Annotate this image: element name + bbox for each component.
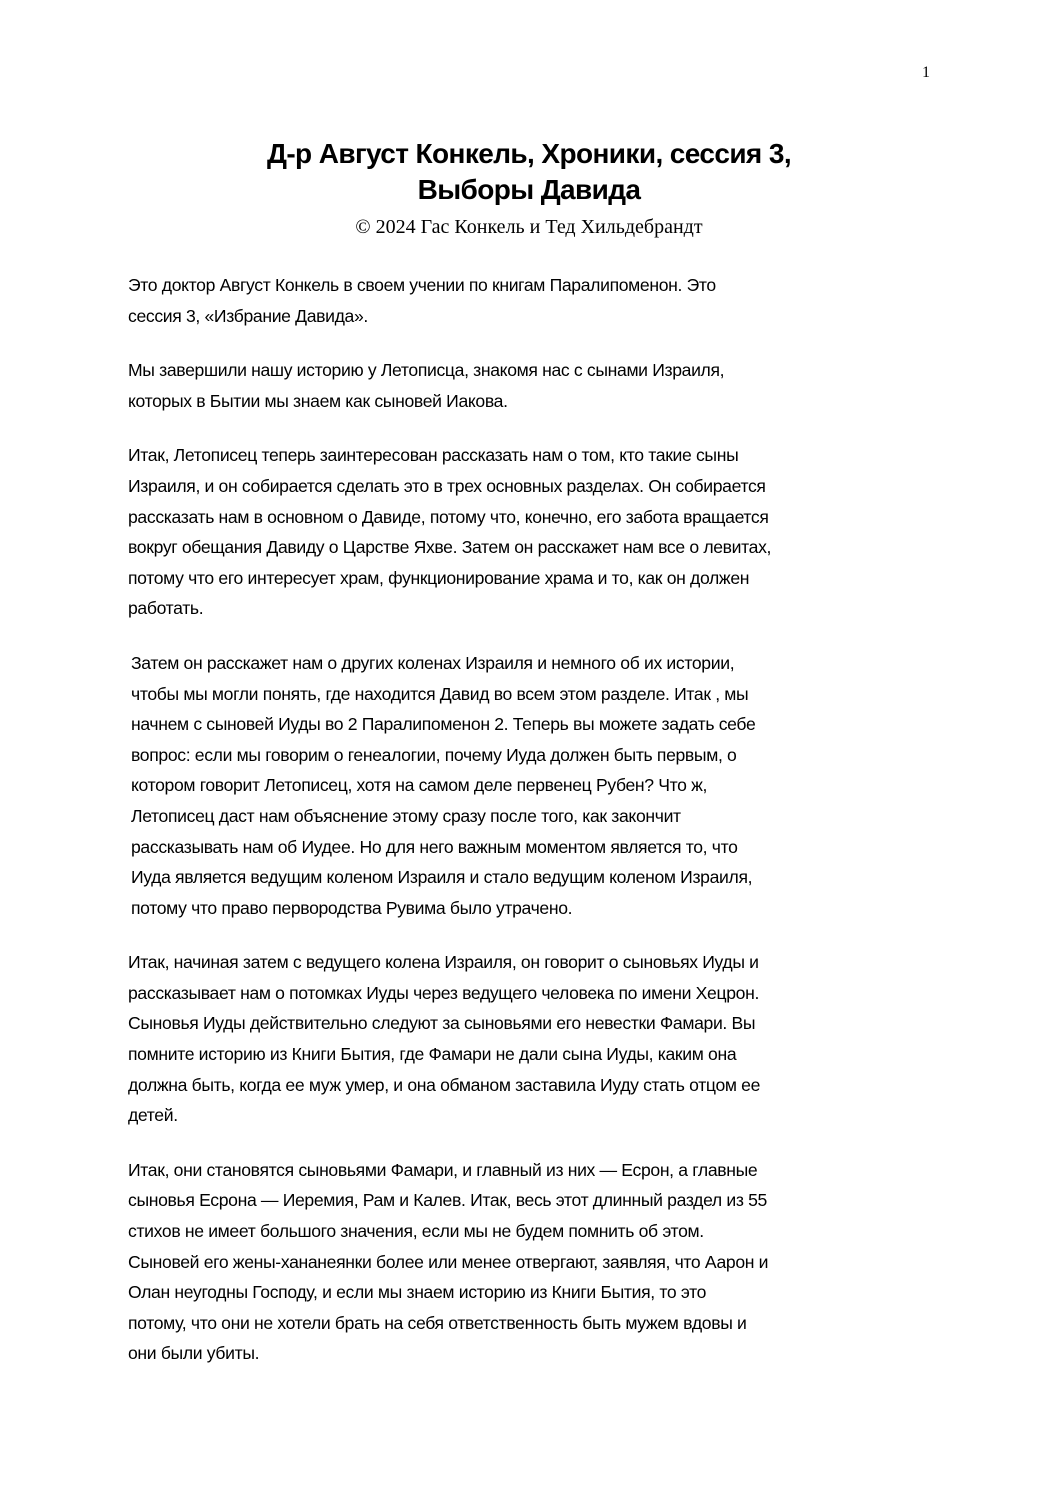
paragraph (128, 947, 948, 1131)
text-line: работать. (128, 598, 204, 619)
title-line: Выборы Давида (417, 174, 641, 205)
document-body (128, 270, 948, 1393)
text-line: детей. (128, 1105, 178, 1126)
text-line: Иуда является ведущим коленом Израиля и стало ведущим коленом Израиля, (131, 867, 753, 888)
text-line: Это доктор Август Конкель в своем учении по книгам Паралипоменон. Это (128, 275, 716, 295)
title-line: Д-р Август Конкель, Хроники, сессия 3, (266, 138, 792, 169)
text-line: чтобы мы могли понять, где находится Давид во всем этом разделе. Итак , мы (131, 683, 749, 704)
text-line: должна быть, когда ее муж умер, и она обманом заставила Иуду стать отцом ее (128, 1074, 761, 1095)
text-line: потому, что они не хотели брать на себя ответственность быть мужем вдовы и (128, 1312, 747, 1333)
text-line: вопрос: если мы говорим о генеалогии, почему Иуда должен быть первым, о (131, 744, 737, 765)
document-title (0, 136, 1058, 208)
text-line: сессия 3, «Избрание Давида». (128, 305, 368, 326)
text-line: рассказывать нам об Иудее. Но для него важным моментом является то, что (131, 836, 738, 857)
text-line: стихов не имеет большого значения, если мы не будем помнить об этом. (128, 1221, 704, 1242)
paragraph (128, 270, 948, 331)
text-line: Итак, начиная затем с ведущего колена Израиля, он говорит о сыновьях Иуды и (128, 952, 759, 973)
paragraph (131, 648, 948, 923)
text-line: потому что его интересует храм, функционирование храма и то, как он должен (128, 567, 750, 588)
text-line: Мы завершили нашу историю у Летописца, знакомя нас с сынами Израиля, (128, 360, 725, 381)
text-line: Сыновья Иуды действительно следуют за сыновьями его невестки Фамари. Вы (128, 1013, 756, 1034)
paragraph (128, 440, 948, 624)
paragraph (128, 1155, 948, 1369)
text-line: начнем с сыновей Иуды во 2 Паралипоменон 2. Теперь вы можете задать себе (131, 714, 756, 735)
text-line: вокруг обещания Давиду о Царстве Яхве. Затем он расскажет нам все о левитах, (128, 537, 772, 558)
text-line: сыновья Есрона — Иеремия, Рам и Калев. Итак, весь этот длинный раздел из 55 (128, 1190, 767, 1211)
text-line: Летописец даст нам объяснение этому сразу после того, как закончит (131, 805, 681, 826)
text-line: Итак, Летописец теперь заинтересован рассказать нам о том, кто такие сыны (128, 445, 739, 466)
text-line: рассказывает нам о потомках Иуды через ведущего человека по имени Хецрон. (128, 982, 759, 1003)
copyright-line: © 2024 Гас Конкель и Тед Хильдебрандт (355, 216, 703, 238)
text-line: которых в Бытии мы знаем как сыновей Иакова. (128, 390, 508, 411)
paragraph (128, 355, 948, 416)
text-line: Сыновей его жены-хананеянки более или менее отвергают, заявляя, что Аарон и (128, 1251, 769, 1272)
text-line: Олан неугодны Господу, и если мы знаем историю из Книги Бытия, то это (128, 1282, 707, 1303)
text-line: помните историю из Книги Бытия, где Фамари не дали сына Иуды, каким она (128, 1044, 737, 1065)
text-line: рассказать нам в основном о Давиде, потому что, конечно, его забота вращается (128, 506, 769, 527)
page-number: 1 (922, 64, 930, 81)
text-line: Итак, они становятся сыновьями Фамари, и главный из них — Есрон, а главные (128, 1159, 758, 1180)
text-line: потому что право первородства Рувима было утрачено. (131, 897, 573, 918)
text-line: они были убиты. (128, 1343, 260, 1364)
text-line: Израиля, и он собирается сделать это в трех основных разделах. Он собирается (128, 475, 766, 496)
text-line: котором говорит Летописец, хотя на самом деле первенец Рубен? Что ж, (131, 775, 708, 796)
text-line: Затем он расскажет нам о других коленах Израиля и немного об их истории, (131, 652, 735, 673)
